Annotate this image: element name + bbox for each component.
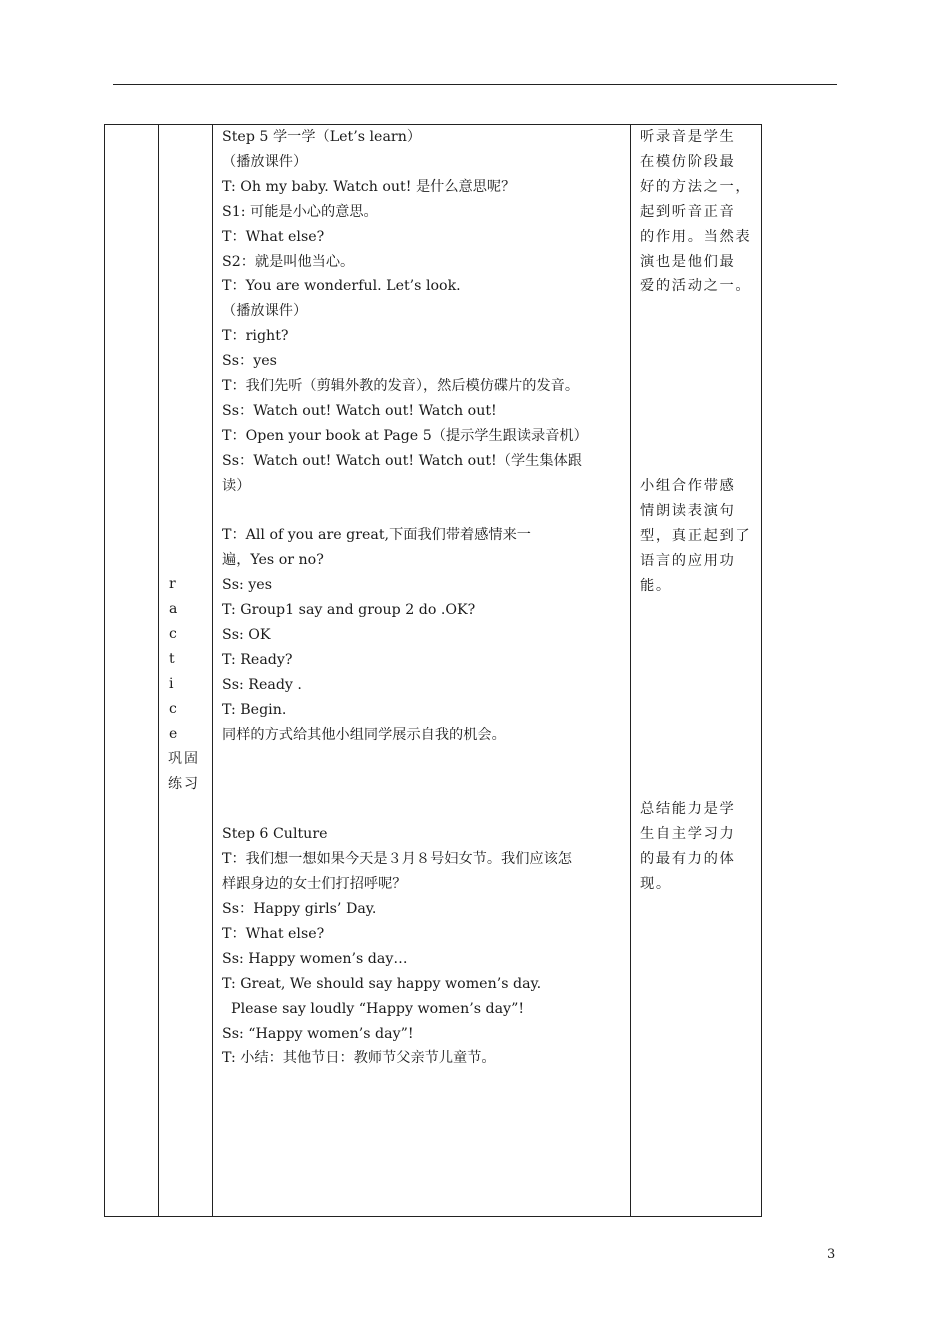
dialogue-line: T：What else? (222, 925, 325, 942)
stage-letter: t (169, 651, 175, 667)
dialogue-line: Ss: Ready . (222, 676, 302, 693)
note-line: 现。 (640, 875, 672, 892)
note-line: 的作用。当然表 (640, 228, 752, 245)
column-divider-2 (212, 124, 213, 1217)
page-number: 3 (827, 1247, 836, 1262)
dialogue-line: 读） (222, 477, 251, 494)
blank-line (222, 499, 626, 524)
dialogue-line: T: Oh my baby. Watch out! 是什么意思呢？ (222, 178, 516, 195)
stage-letter: e (169, 726, 178, 742)
stage-letter: r (169, 576, 176, 592)
dialogue-line: 遍，Yes or no? (222, 552, 324, 569)
dialogue-line: T: Begin. (222, 701, 287, 718)
stage-letter: c (169, 701, 177, 717)
dialogue-line: Ss：Happy girls’ Day. (222, 901, 377, 918)
design-note-3 (640, 797, 754, 897)
dialogue-line: Ss：yes (222, 353, 277, 370)
teaching-process (222, 125, 626, 1071)
blank-line (222, 748, 626, 773)
header-rule (113, 84, 837, 85)
dialogue-line: Ss: Happy women’s day… (222, 950, 408, 967)
stage-chinese: 巩固 (168, 751, 200, 767)
dialogue-line: T：All of you are great,下面我们带着感情来一 (222, 527, 531, 544)
blank-line (222, 773, 626, 798)
dialogue-line: Ss：Watch out! Watch out! Watch out! (222, 402, 497, 419)
note-line: 生自主学习力 (640, 825, 736, 842)
note-line: 能。 (640, 577, 672, 594)
note-line: 在模仿阶段最 (640, 153, 736, 170)
stage-chinese: 练习 (168, 776, 200, 792)
note-line: 的最有力的体 (640, 850, 736, 867)
dialogue-line: Ss: yes (222, 577, 272, 594)
dialogue-line: S1: 可能是小心的意思。 (222, 203, 378, 220)
step5-heading: Step 5 学一学（Let’s learn） (222, 129, 422, 145)
note-line: 型，真正起到了 (640, 527, 752, 544)
column-divider-1 (158, 124, 159, 1217)
note-line: 总结能力是学 (640, 801, 736, 817)
dialogue-line: 同样的方式给其他小组同学展示自我的机会。 (222, 726, 506, 743)
dialogue-line: T: Ready? (222, 652, 293, 669)
note-line: 起到听音正音 (640, 203, 736, 220)
dialogue-line: （播放课件） (222, 303, 308, 320)
note-line: 语言的应用功 (640, 552, 736, 569)
design-note-1 (640, 125, 754, 299)
dialogue-line: 样跟身边的女士们打招呼呢？ (222, 876, 407, 893)
design-note-2 (640, 474, 754, 599)
dialogue-line: T: Group1 say and group 2 do .OK? (222, 602, 476, 619)
column-divider-3 (630, 124, 631, 1217)
note-line: 听录音是学生 (640, 129, 736, 145)
note-line: 小组合作带感 (640, 478, 736, 494)
dialogue-line: （播放课件） (222, 153, 308, 170)
stage-letter: a (169, 601, 178, 617)
dialogue-line: T：You are wonderful. Let’s look. (222, 278, 461, 295)
dialogue-line: T：right? (222, 328, 289, 345)
dialogue-line: T: Great, We should say happy women’s day. (222, 975, 542, 992)
dialogue-line: T：我们想一想如果今天是３月８号妇女节。我们应该怎 (222, 851, 572, 868)
stage-label (168, 572, 212, 797)
dialogue-line: Please say loudly “Happy women’s day”! (222, 1000, 525, 1017)
dialogue-line: T：我们先听（剪辑外教的发音），然后模仿碟片的发音。 (222, 378, 580, 395)
note-line: 好的方法之一， (640, 178, 752, 195)
blank-line (222, 797, 626, 822)
dialogue-line: T: 小结：其他节日：教师节父亲节儿童节。 (222, 1050, 496, 1067)
note-line: 演也是他们最 (640, 253, 736, 270)
dialogue-line: Ss：Watch out! Watch out! Watch out!（学生集体跟 (222, 452, 582, 469)
note-line: 情朗读表演句 (640, 502, 736, 519)
dialogue-line: T：What else? (222, 228, 325, 245)
note-line: 爱的活动之一。 (640, 278, 752, 295)
dialogue-line: T：Open your book at Page 5（提示学生跟读录音机） (222, 427, 588, 444)
dialogue-line: Ss: OK (222, 627, 271, 644)
stage-letter: c (169, 626, 177, 642)
dialogue-line: S2：就是叫他当心。 (222, 253, 355, 270)
dialogue-line: Ss: “Happy women’s day”! (222, 1025, 414, 1042)
step6-heading: Step 6 Culture (222, 826, 328, 843)
stage-letter: i (169, 676, 174, 692)
